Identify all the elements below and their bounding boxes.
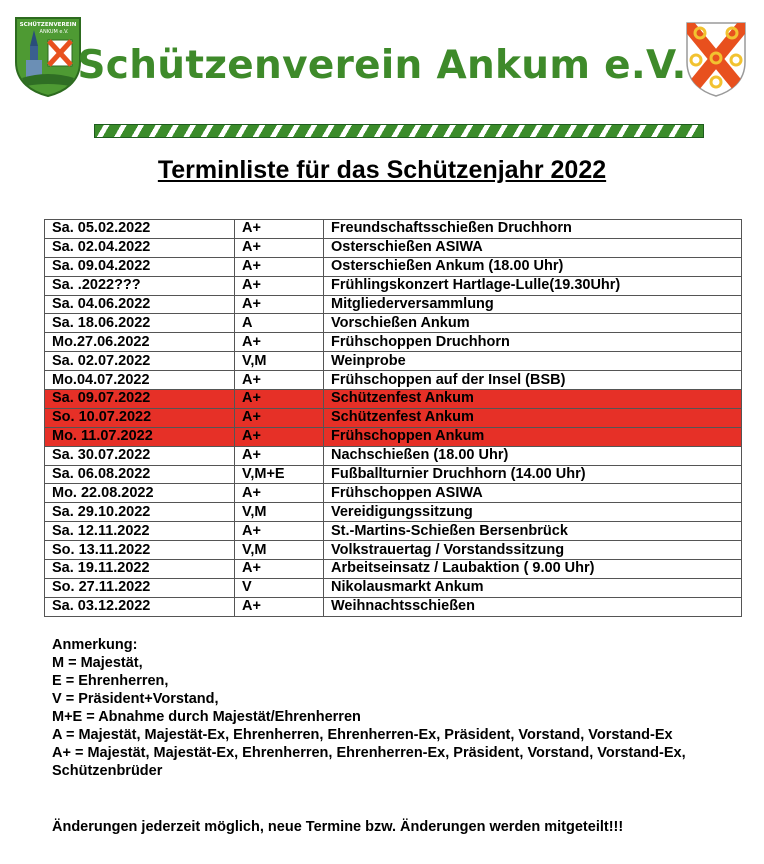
- event-name: Schützenfest Ankum: [324, 408, 742, 427]
- event-group: A+: [235, 522, 324, 541]
- event-name: Frühschoppen auf der Insel (BSB): [324, 371, 742, 390]
- table-row: [45, 560, 742, 579]
- event-date: Sa. 18.06.2022: [45, 314, 235, 333]
- event-name: Vorschießen Ankum: [324, 314, 742, 333]
- coat-of-arms-icon: [684, 20, 748, 98]
- event-name: Nikolausmarkt Ankum: [324, 578, 742, 597]
- event-group: A+: [235, 276, 324, 295]
- event-group: A+: [235, 560, 324, 579]
- footer-notice: Änderungen jederzeit möglich, neue Termine bzw. Änderungen werden mitgeteilt!!!: [52, 819, 624, 835]
- event-group: A: [235, 314, 324, 333]
- table-row: [45, 484, 742, 503]
- event-date: Sa. 12.11.2022: [45, 522, 235, 541]
- event-group: A+: [235, 390, 324, 409]
- event-date: Sa. 09.04.2022: [45, 257, 235, 276]
- note-line: E = Ehrenherren,: [52, 673, 169, 689]
- note-line: A+ = Majestät, Majestät-Ex, Ehrenherren, Ehrenherren-Ex, Präsident, Vorstand, Vorstand-Ex,: [52, 745, 686, 761]
- crest-text-line2: ANKUM e.V.: [39, 29, 69, 35]
- club-title: Schützenverein Ankum e.V.: [77, 43, 687, 88]
- event-date: Sa. 05.02.2022: [45, 220, 235, 239]
- table-row: [45, 522, 742, 541]
- event-group: A+: [235, 333, 324, 352]
- event-name: Mitgliederversammlung: [324, 295, 742, 314]
- crest-text-line1: SCHÜTZENVEREIN: [19, 22, 77, 28]
- event-name: Freundschaftsschießen Druchhorn: [324, 220, 742, 239]
- event-group: A+: [235, 295, 324, 314]
- event-date: Mo. 22.08.2022: [45, 484, 235, 503]
- table-row: [45, 371, 742, 390]
- table-row: [45, 503, 742, 522]
- note-line: Schützenbrüder: [52, 763, 163, 779]
- event-date: Sa. 02.07.2022: [45, 352, 235, 371]
- table-row: [45, 427, 742, 446]
- event-date: Sa. 04.06.2022: [45, 295, 235, 314]
- event-group: A+: [235, 597, 324, 616]
- event-date: So. 10.07.2022: [45, 408, 235, 427]
- event-group: A+: [235, 446, 324, 465]
- schedule-table: [44, 219, 742, 617]
- event-date: Mo. 11.07.2022: [45, 427, 235, 446]
- event-name: Osterschießen ASIWA: [324, 238, 742, 257]
- event-group: V,M: [235, 503, 324, 522]
- event-name: Frühschoppen ASIWA: [324, 484, 742, 503]
- event-group: V,M+E: [235, 465, 324, 484]
- event-group: V,M: [235, 352, 324, 371]
- event-name: Frühlingskonzert Hartlage-Lulle(19.30Uhr): [324, 276, 742, 295]
- table-row: [45, 220, 742, 239]
- event-date: Sa. 30.07.2022: [45, 446, 235, 465]
- table-row: [45, 352, 742, 371]
- note-line: M+E = Abnahme durch Majestät/Ehrenherren: [52, 709, 361, 725]
- event-group: A+: [235, 257, 324, 276]
- table-row: [45, 408, 742, 427]
- table-row: [45, 597, 742, 616]
- event-name: Nachschießen (18.00 Uhr): [324, 446, 742, 465]
- table-row: [45, 446, 742, 465]
- event-group: A+: [235, 220, 324, 239]
- event-name: Frühschoppen Druchhorn: [324, 333, 742, 352]
- event-name: Arbeitseinsatz / Laubaktion ( 9.00 Uhr): [324, 560, 742, 579]
- table-row: [45, 314, 742, 333]
- event-date: Mo.04.07.2022: [45, 371, 235, 390]
- event-date: Sa. .2022???: [45, 276, 235, 295]
- notes-section: [52, 636, 686, 780]
- event-name: Frühschoppen Ankum: [324, 427, 742, 446]
- decorative-stripe: [94, 124, 704, 138]
- event-name: Volkstrauertag / Vorstandssitzung: [324, 541, 742, 560]
- note-line: M = Majestät,: [52, 655, 143, 671]
- document-title: Terminliste für das Schützenjahr 2022: [157, 156, 607, 184]
- event-date: Sa. 19.11.2022: [45, 560, 235, 579]
- table-row: [45, 333, 742, 352]
- event-name: Weinprobe: [324, 352, 742, 371]
- table-row: [45, 238, 742, 257]
- event-name: Schützenfest Ankum: [324, 390, 742, 409]
- event-date: Sa. 03.12.2022: [45, 597, 235, 616]
- table-row: [45, 276, 742, 295]
- event-date: Sa. 09.07.2022: [45, 390, 235, 409]
- event-date: Sa. 06.08.2022: [45, 465, 235, 484]
- table-row: [45, 390, 742, 409]
- event-date: Sa. 02.04.2022: [45, 238, 235, 257]
- event-group: V,M: [235, 541, 324, 560]
- table-row: [45, 465, 742, 484]
- notes-heading: Anmerkung:: [52, 637, 138, 653]
- event-group: A+: [235, 484, 324, 503]
- event-group: A+: [235, 238, 324, 257]
- note-line: V = Präsident+Vorstand,: [52, 691, 219, 707]
- event-name: Osterschießen Ankum (18.00 Uhr): [324, 257, 742, 276]
- table-row: [45, 257, 742, 276]
- event-date: So. 13.11.2022: [45, 541, 235, 560]
- event-name: Weihnachtsschießen: [324, 597, 742, 616]
- event-name: Fußballturnier Druchhorn (14.00 Uhr): [324, 465, 742, 484]
- event-group: V: [235, 578, 324, 597]
- event-date: So. 27.11.2022: [45, 578, 235, 597]
- event-date: Mo.27.06.2022: [45, 333, 235, 352]
- note-line: A = Majestät, Majestät-Ex, Ehrenherren, Ehrenherren-Ex, Präsident, Vorstand, Vorstand-Ex: [52, 727, 673, 743]
- event-group: A+: [235, 408, 324, 427]
- event-name: Vereidigungssitzung: [324, 503, 742, 522]
- event-name: St.-Martins-Schießen Bersenbrück: [324, 522, 742, 541]
- event-date: Sa. 29.10.2022: [45, 503, 235, 522]
- table-row: [45, 541, 742, 560]
- table-row: [45, 578, 742, 597]
- event-group: A+: [235, 427, 324, 446]
- event-group: A+: [235, 371, 324, 390]
- table-row: [45, 295, 742, 314]
